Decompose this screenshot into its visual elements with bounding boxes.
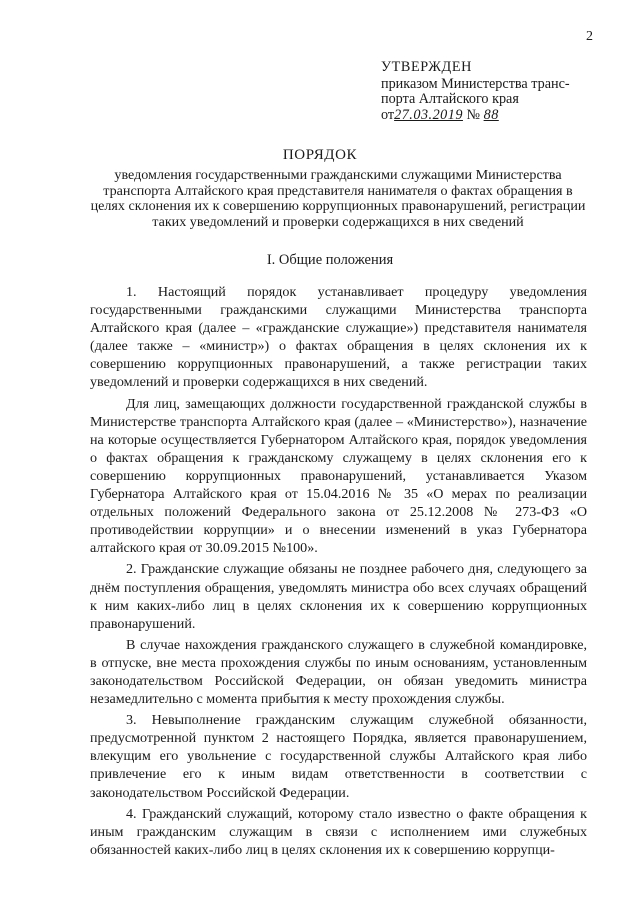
- paragraph: Для лиц, замещающих должности государственной гражданской службы в Министерстве транспорта Алтайского края (далее – «Министерство»), назначение на которые осуществляется Губернатором Алтайского края, порядок уведомления о фактах обращения к гражданскому служащему в целях склонения его к совершению коррупционных правонарушений, устанавливается Указом Губернатора Алтайского края от 15.04.2016 № 35 «О мерах по реализации отдельных положений Федерального закона от 25.12.2008 № 273-ФЗ «О противодействии коррупции» и о внесении изменений в указ Губернатора алтайского края от 30.09.2015 №100».: [90, 395, 587, 557]
- document-subtitle: уведомления государственными гражданскими служащими Министерства транспорта Алтайского края представителя нанимателя о фактах обращения в целях склонения их к совершению коррупционных правонарушений, регистрации таких уведомлений и проверки содержащихся в них сведений: [90, 167, 586, 230]
- approval-line: приказом Министерства транс-: [381, 75, 570, 92]
- page-number: 2: [586, 29, 593, 44]
- document-body: [90, 283, 587, 862]
- paragraph: 4. Гражданский служащий, которому стало известно о факте обращения к иным гражданским служащим в связи с исполнением ими служебных обязанностей каких-либо лиц в целях склонения их к совершению коррупци-: [90, 805, 587, 858]
- section-heading: I. Общие положения: [266, 252, 394, 268]
- paragraph: 3. Невыполнение гражданским служащим служебной обязанности, предусмотренной пунктом 2 настоящего Порядка, является правонарушением, влекущим его увольнение с государственной службы Алтайского края либо привлечение его к иным видам ответственности в соответствии с законодательством Российской Федерации.: [90, 712, 587, 801]
- approval-number: 88: [483, 106, 499, 123]
- approval-number-label: №: [466, 106, 481, 123]
- approval-date-number: [381, 108, 621, 124]
- approval-line: порта Алтайского края: [381, 91, 519, 107]
- approval-heading: УТВЕРЖДЕН: [381, 59, 472, 75]
- approval-date: 27.03.2019: [394, 106, 463, 123]
- paragraph: 2. Гражданские служащие обязаны не позднее рабочего дня, следующего за днём поступления обращения, уведомлять министра обо всех случаях обращений к ним каких-либо лиц в целях склонения их к совершению коррупционных правонарушений.: [90, 561, 587, 632]
- document-title: ПОРЯДОК: [282, 147, 358, 163]
- paragraph: 1. Настоящий порядок устанавливает процедуру уведомления государственными гражданскими служащими Министерства транспорта Алтайского края (далее – «гражданские служащие») представителя нанимателя (далее также – «министр») о фактах обращения в целях склонения их к совершению коррупционных правонарушений, а также регистрации таких уведомлений и проверки содержащихся в них сведений.: [90, 284, 587, 391]
- approval-prefix: от: [381, 106, 395, 123]
- paragraph: В случае нахождения гражданского служащего в служебной командировке, в отпуске, вне места прохождения службы по иным основаниям, установленным законодательством Российской Федерации, он обязан уведомить министра незамедлительно с момента прибытия к месту прохождения службы.: [90, 636, 587, 708]
- approval-block: [381, 60, 621, 123]
